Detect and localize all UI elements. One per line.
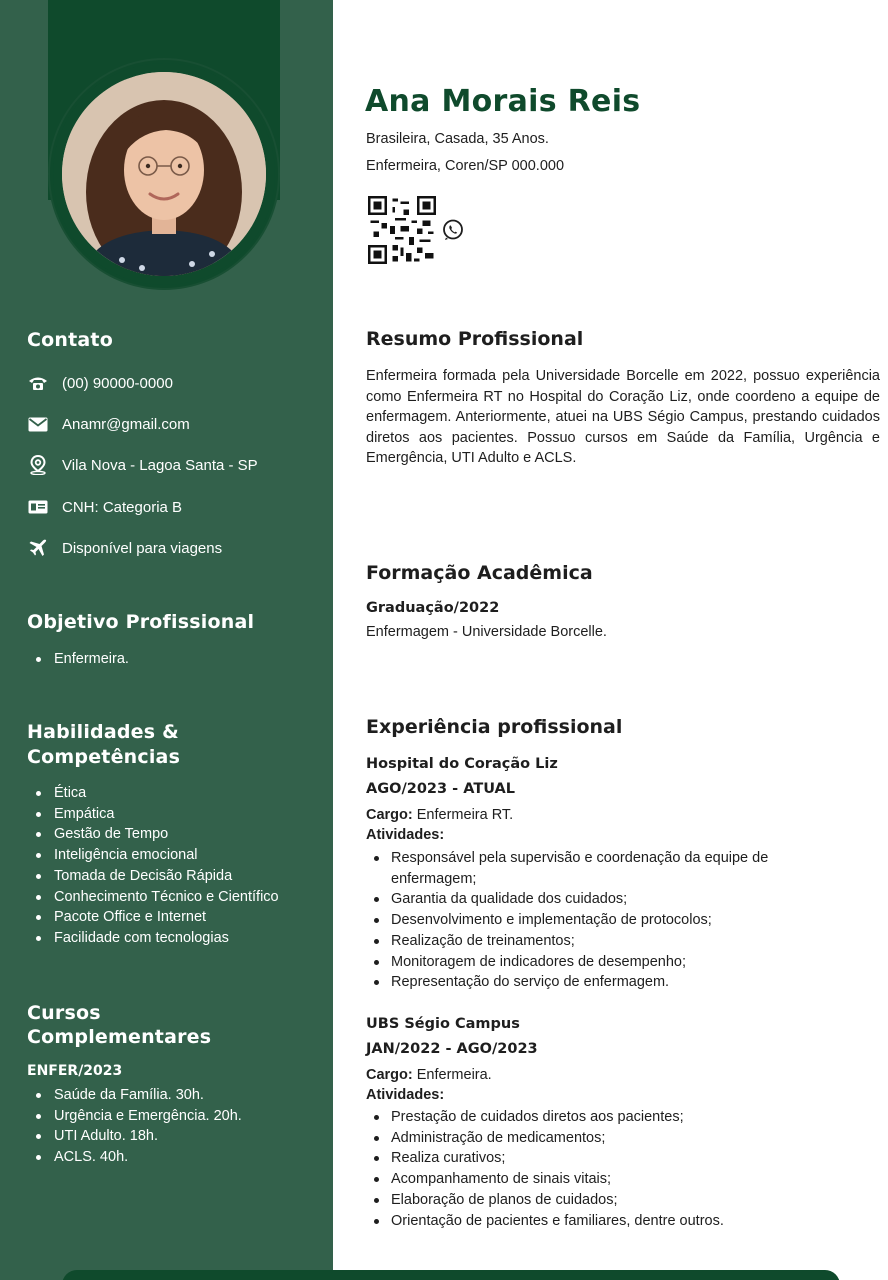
courses-title-line2: Complementares (27, 1026, 212, 1048)
skills-title-line2: Competências (27, 746, 181, 768)
list-item: Prestação de cuidados diretos aos pacientes; (374, 1107, 844, 1128)
contact-phone[interactable] (27, 372, 173, 394)
phone-icon (27, 373, 49, 393)
job-role-label: Cargo: (366, 807, 413, 823)
list-item: Elaboração de planos de cuidados; (374, 1190, 844, 1211)
job-role-value: Enfermeira. (416, 1067, 492, 1083)
job-company: Hospital do Coração Liz (366, 756, 558, 772)
job-role (366, 807, 513, 823)
courses-subtitle: ENFER/2023 (27, 1063, 123, 1079)
contact-license (27, 496, 182, 518)
list-item: Desenvolvimento e implementação de protocolos; (374, 910, 844, 931)
list-item: Facilidade com tecnologias (36, 928, 279, 949)
list-item: Enfermeira. (36, 649, 129, 670)
whatsapp-icon[interactable] (441, 218, 465, 242)
education-detail: Enfermagem - Universidade Borcelle. (366, 624, 607, 640)
job-period: JAN/2022 - AGO/2023 (366, 1041, 538, 1057)
list-item: ACLS. 40h. (36, 1147, 242, 1168)
contact-address-text: Vila Nova - Lagoa Santa - SP (62, 456, 258, 474)
id-card-icon (27, 497, 49, 517)
list-item: Saúde da Família. 30h. (36, 1085, 242, 1106)
job-role-value: Enfermeira RT. (416, 807, 514, 823)
contact-license-text: CNH: Categoria B (62, 498, 183, 516)
job-activities-list (374, 848, 844, 993)
job-activities-label: Atividades: (366, 827, 445, 843)
summary-title: Resumo Profissional (366, 328, 584, 350)
avatar (62, 72, 266, 276)
contact-title: Contato (27, 329, 113, 351)
list-item: Urgência e Emergência. 20h. (36, 1106, 242, 1127)
contact-email[interactable] (27, 413, 190, 435)
list-item: Realiza curativos; (374, 1148, 844, 1169)
list-item: Garantia da qualidade dos cuidados; (374, 889, 844, 910)
list-item: Administração de medicamentos; (374, 1128, 844, 1149)
list-item: Realização de treinamentos; (374, 931, 844, 952)
list-item: Acompanhamento de sinais vitais; (374, 1169, 844, 1190)
mail-icon (27, 414, 49, 434)
list-item: Conhecimento Técnico e Científico (36, 887, 279, 908)
skills-list (36, 783, 279, 949)
list-item: UTI Adulto. 18h. (36, 1126, 242, 1147)
skills-title-line1: Habilidades & (27, 721, 179, 743)
experience-title: Experiência profissional (366, 716, 623, 738)
job-company: UBS Ségio Campus (366, 1016, 520, 1032)
job-role (366, 1067, 492, 1083)
list-item: Inteligência emocional (36, 845, 279, 866)
list-item: Empática (36, 804, 279, 825)
list-item: Responsável pela supervisão e coordenação da equipe de enfermagem; (374, 848, 844, 889)
list-item: Pacote Office e Internet (36, 907, 279, 928)
list-item: Representação do serviço de enfermagem. (374, 972, 844, 993)
education-degree: Graduação/2022 (366, 600, 500, 616)
avatar-frame (50, 60, 278, 288)
list-item: Gestão de Tempo (36, 824, 279, 845)
objective-list (36, 649, 129, 670)
contact-travel (27, 537, 222, 559)
contact-address (27, 454, 258, 476)
location-pin-icon (27, 455, 49, 475)
sidebar (0, 0, 333, 1280)
job-role-label: Cargo: (366, 1067, 413, 1083)
objective-title: Objetivo Profissional (27, 611, 255, 633)
job-period: AGO/2023 - ATUAL (366, 781, 515, 797)
contact-phone-text: (00) 90000-0000 (62, 374, 173, 392)
list-item: Orientação de pacientes e familiares, dentre outros. (374, 1211, 844, 1232)
list-item: Tomada de Decisão Rápida (36, 866, 279, 887)
qr-code-icon[interactable] (368, 196, 436, 264)
list-item: Monitoragem de indicadores de desempenho; (374, 952, 844, 973)
profession-info: Enfermeira, Coren/SP 000.000 (366, 158, 565, 174)
summary-text: Enfermeira formada pela Universidade Borcelle em 2022, possuo experiência como Enfermeira RT no Hospital do Coração Liz, onde coordeno a equipe de enfermagem. Anteriormente, atuei na UBS Ségio Campus, prestando cuidados diretos aos pacientes. Possuo cursos em Saúde da Família, Urgência e Emergência, UTI Adulto e ACLS. (366, 368, 880, 466)
job-activities-list (374, 1107, 844, 1231)
list-item: Ética (36, 783, 279, 804)
personal-info: Brasileira, Casada, 35 Anos. (366, 131, 549, 147)
airplane-icon (27, 538, 49, 558)
job-activities-label: Atividades: (366, 1087, 445, 1103)
courses-list (36, 1085, 242, 1168)
contact-email-text: Anamr@gmail.com (62, 415, 190, 433)
footer-bar (62, 1270, 840, 1280)
education-title: Formação Acadêmica (366, 562, 593, 584)
person-name: Ana Morais Reis (365, 84, 641, 119)
contact-travel-text: Disponível para viagens (62, 539, 223, 557)
courses-title-line1: Cursos (27, 1002, 101, 1024)
